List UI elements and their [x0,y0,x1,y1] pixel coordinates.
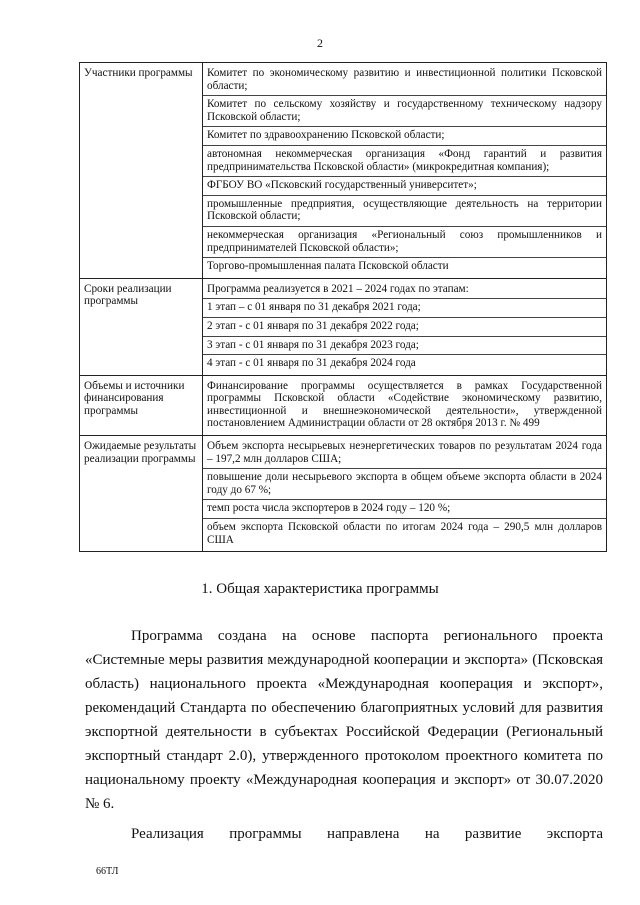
list-item: Комитет по экономическому развитию и инвестиционной политики Псковской области; [203,65,606,96]
row-content [203,278,607,375]
list-item: повышение доли несырьевого экспорта в общем объеме экспорта области в 2024 году до 67 %; [203,469,606,500]
list-item: 3 этап - с 01 января по 31 декабря 2023 года; [203,337,606,356]
row-label: Участники программы [80,63,203,279]
row-label: Ожидаемые результаты реализации программы [80,436,203,552]
list-item: Программа реализуется в 2021 – 2024 годах по этапам: [203,281,606,300]
body-paragraph-continuation: Реализация программы направлена на развитие экспорта [131,826,603,842]
list-item: 2 этап - с 01 января по 31 декабря 2022 года; [203,318,606,337]
list-item: 1 этап – с 01 января по 31 декабря 2021 года; [203,299,606,318]
list-item: Финансирование программы осуществляется в рамках Государственной программы Псковской области «Содействие экономическому развитию, инвестиционной и внешнеэкономической деятельности», утвержденной постановлением Администрации области от 28 октября 2013 г. № 499 [207,379,602,430]
row-content [203,375,607,435]
list-item: 4 этап - с 01 января по 31 декабря 2024 года [207,357,416,370]
page-number: 2 [317,36,323,50]
row-label: Объемы и источники финансирования программы [80,375,203,435]
table-row [80,375,607,435]
table-row [80,63,607,279]
list-item: ФГБОУ ВО «Псковский государственный университет»; [203,177,606,196]
list-item: Торгово-промышленная палата Псковской области [207,260,449,273]
row-label: Сроки реализации программы [80,278,203,375]
row-content [203,436,607,552]
table-row [80,436,607,552]
row-content [203,63,607,279]
list-item: некоммерческая организация «Региональный союз промышленников и предпринимателей Псковской области»; [203,227,606,258]
section-heading: 1. Общая характеристика программы [201,581,439,597]
body-paragraph: Программа создана на основе паспорта регионального проекта «Системные меры развития международной кооперации и экспорта» (Псковская область) национального проекта «Международная кооперация и экспорт», рекомендаций Стандарта по обеспечению благоприятных условий для развития экспортной деятельности в субъектах Российской Федерации (Региональный экспортный стандарт 2.0), утвержденного протоколом проектного комитета по национальному проекту «Международная кооперация и экспорт» от 30.07.2020 № 6. [85,628,603,812]
list-item: темп роста числа экспортеров в 2024 году – 120 %; [203,500,606,519]
list-item: объем экспорта Псковской области по итогам 2024 года – 290,5 млн долларов США [207,521,602,546]
list-item: Комитет по здравоохранению Псковской области; [203,127,606,146]
list-item: автономная некоммерческая организация «Фонд гарантий и развития предпринимательства Псковской области» (микрокредитная компания); [203,146,606,177]
list-item: промышленные предприятия, осуществляющие деятельность на территории Псковской области; [203,196,606,227]
table-row [80,278,607,375]
list-item: Объем экспорта несырьевых неэнергетических товаров по результатам 2024 года – 197,2 млн долларов США; [203,438,606,469]
footer-code: 66ТЛ [96,866,119,877]
list-item: Комитет по сельскому хозяйству и государственному техническому надзору Псковской области; [203,96,606,127]
program-passport-table [79,62,607,552]
